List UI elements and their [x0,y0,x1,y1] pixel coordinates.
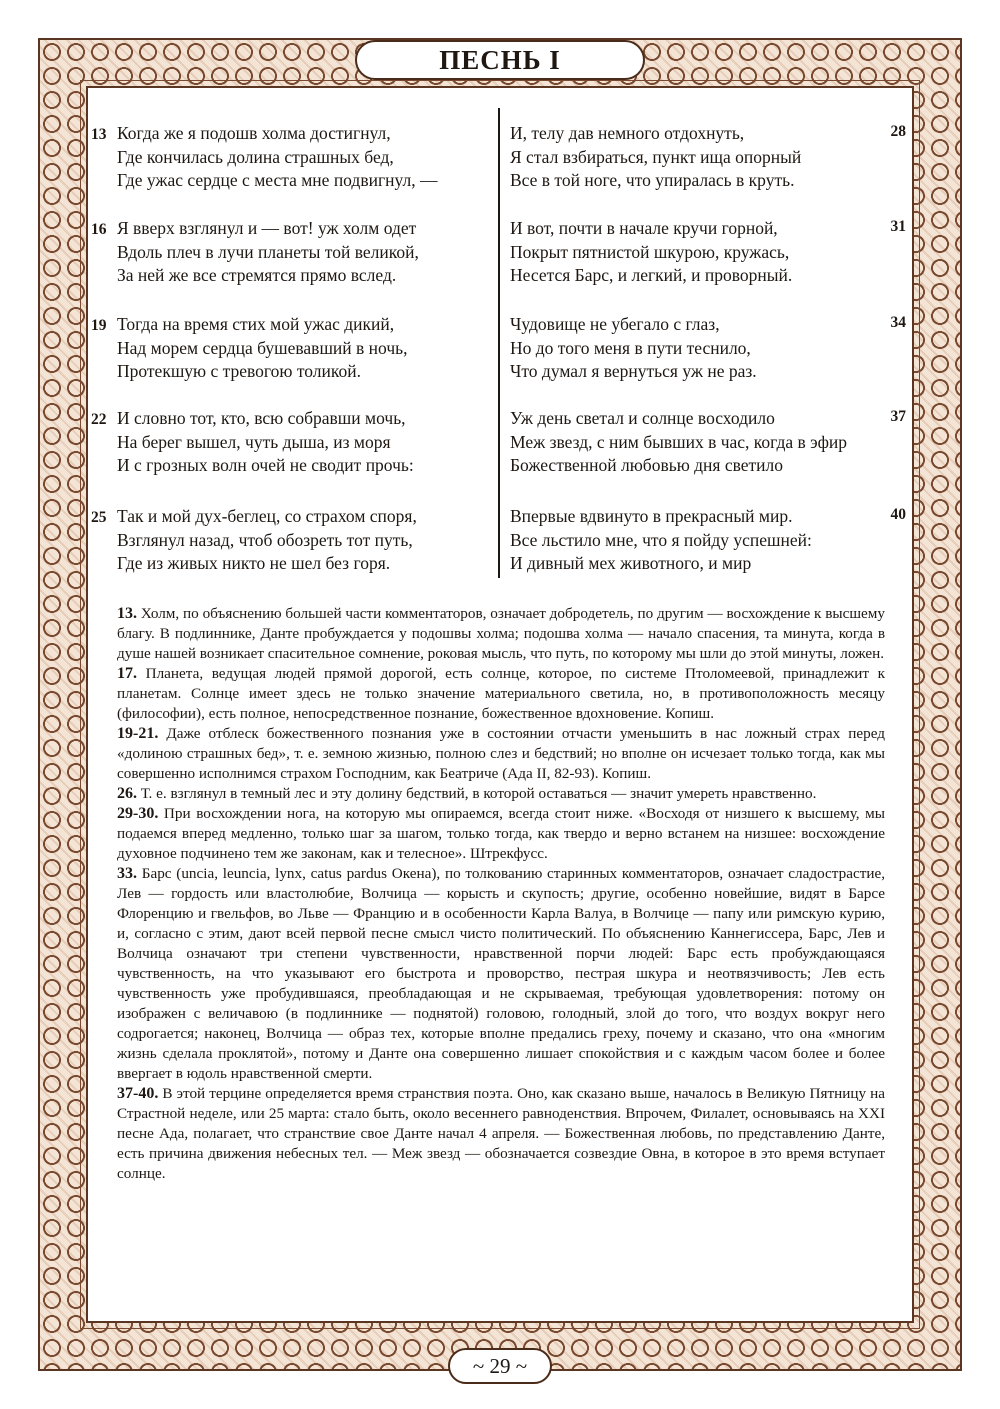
verse-line: И дивный мех животного, и мир [510,553,752,574]
stanza-left-1 [91,122,438,193]
note-ref: 29-30. [117,805,159,822]
verse-line: Уж день светал и солнце восходило [510,408,775,428]
verse-line: И вот, почти в начале кручи горной, [510,218,778,238]
note-ref: 26. [117,785,137,802]
note-item [117,664,885,724]
verse-line: Я стал взбираться, пункт ища опорный [510,146,802,167]
commentary-notes [117,604,885,1184]
verse-line: Взглянул назад, чтоб обозреть тот путь, [117,529,413,550]
verse-line: Но до того меня в пути теснило, [510,337,751,358]
note-text: При восхождении нога, на которую мы опираемся, всегда стоит ниже. «Восходя от низшего к высшему, мы подаемся вперед медленно, только шаг за шагом, только тогда, как твердо и верно встанем на низшее: восхождение духовное подчинено тем же законам, как и телесное». Штрекфусс. [117,805,886,862]
note-ref: 37-40. [117,1085,159,1102]
verse-line: Когда же я подошв холма достигнул, [117,123,391,143]
verse-line: Несется Барс, и легкий, и проворный. [510,265,793,286]
note-item [117,604,885,664]
note-text: Холм, по объяснению большей части комментаторов, означает добродетель, по другим — восхождение к высшему благу. В подлиннике, Данте пробуждается у подошвы холма; подошва холма — начало спасения, та минута, когда в душе нашей возникает спасительное сомнение, роковая мысль, что путь, по которому мы шли до этой минуты, ложен. [117,605,886,662]
canto-title-plaque [355,40,645,80]
verse-line: Над морем сердца бушевавший в ночь, [117,337,408,358]
note-text: Даже отблеск божественного познания уже в состоянии отчасти уменьшить в нас ложный страх перед «долиною страшных бед», т. е. земною жизнью, полною слез и бедствий; но вполне он исчезает только тогда, как мы совершенно исполнимся страхом Господним, как Беатриче (Ада II, 82-93). Копиш. [117,725,885,782]
stanza-left-5 [91,505,417,576]
verse-number: 16 [91,221,107,238]
note-item [117,784,885,804]
note-item [117,1084,885,1184]
verse-line: Где кончилась долина страшных бед, [117,146,394,167]
note-ref: 13. [117,605,137,622]
note-item [117,724,885,784]
canto-title: ПЕСНЬ I [439,44,561,75]
verse-number: 28 [890,123,906,140]
verse-line: Все в той ноге, что упиралась в круть. [510,170,795,191]
verse-line: И, телу дав немного отдохнуть, [510,123,745,143]
verse-line: Что думал я вернуться уж не раз. [510,361,757,382]
note-text: В этой терцине определяется время странствия поэта. Оно, как сказано выше, началось в Великую Пятницу на Страстной неделе, или 25 марта: стало быть, около весеннего равноденствия. Впрочем, Филалет, основываясь на XXI песне Ада, полагает, что странствие свое Данте начал 4 апреля. — Божественная любовь, по представлению Данте, есть причина движения небесных тел. — Меж звезд — обозначается созвездие Овна, в которое в это время вступает солнце. [117,1085,885,1182]
verse-line: Божественной любовью дня светило [510,455,784,476]
page-number-plaque [448,1348,552,1384]
page-number: ~ 29 ~ [472,1353,528,1378]
verse-line: Чудовище не убегало с глаз, [510,314,720,334]
verse-line: Тогда на время стих мой ужас дикий, [117,314,395,334]
verse-number: 13 [91,126,107,143]
verse-line: На берег вышел, чуть дыша, из моря [117,431,391,452]
verse-line: За ней же все стремятся прямо вслед. [117,265,397,286]
stanza-right-2 [510,217,906,288]
verse-number: 22 [91,411,107,428]
verse-number: 19 [91,317,107,334]
stanza-right-3 [510,313,906,384]
verse-line: И с грозных волн очей не сводит прочь: [117,455,414,476]
verse-number: 34 [890,314,906,331]
verse-line: Все льстило мне, что я пойду успешней: [510,529,812,550]
stanza-left-4 [91,407,414,478]
column-divider [498,108,500,578]
stanza-left-2 [91,217,419,288]
verse-line: Где из живых никто не шел без горя. [117,553,391,574]
stanza-left-3 [91,313,408,384]
note-item [117,864,885,1084]
verse-line: Я вверх взглянул и — вот! уж холм одет [117,218,417,238]
stanza-right-4 [510,407,906,478]
stanza-right-5 [510,505,906,576]
note-text: Барс (uncia, leuncia, lynx, catus pardus Окена), по толкованию старинных комментаторов, означает сладострастие, Лев — гордость или властолюбие, Волчица — корысть и скупость; другие, особенно новейшие, видят в Барсе Флоренцию и гвельфов, во Льве — Францию и в особенности Карла Валуа, в Волчице — папу или римскую курию, и, согласно с этим, дают всей первой песне смысл чисто политический. По объяснению Каннегиссера, Барс, Лев и Волчица означают три степени чувственности, нравственной порчи людей: Барс есть пробуждающаяся чувственность, на что указывают его быстрота и проворство, пестрая шкура и неотвязчивость; Лев есть чувственность уже пробудившаяся, преобладающая и не скрываемая, требующая удовлетворения: потому он изображен с величавою (в подлиннике — поднятой) головою, голодный, злой до того, что воздух вокруг него содрогается; наконец, Волчица — образ тех, которые вполне предались греху, почему и сказано, что она «многим жизнь сделала проклятой», потому и Данте она совершенно лишает спокойствия и с каждым часом более и более ввергает в юдоль нравственной смерти. [117,865,885,1082]
note-ref: 33. [117,865,137,882]
verse-line: Так и мой дух-беглец, со страхом споря, [117,506,417,526]
note-item [117,804,885,864]
verse-number: 37 [890,408,906,425]
verse-number: 25 [91,509,107,526]
verse-line: Где ужас сердце с места мне подвигнул, — [117,170,438,191]
note-ref: 17. [117,665,137,682]
verse-line: Вдоль плеч в лучи планеты той великой, [117,241,419,262]
note-text: Т. е. взглянул в темный лес и эту долину бедствий, в которой оставаться — значит умереть нравственно. [140,785,817,802]
note-text: Планета, ведущая людей прямой дорогой, есть солнце, которое, по системе Птоломеевой, принадлежит к планетам. Солнце имеет здесь не только значение материального светила, но, в противоположность месяцу (философии), есть полное, непосредственное познание, божественное вдохновение. Копиш. [117,665,886,722]
note-ref: 19-21. [117,725,159,742]
stanza-right-1 [510,122,906,193]
verse-number: 31 [890,218,906,235]
verse-line: Впервые вдвинуто в прекрасный мир. [510,506,793,526]
verse-line: И словно тот, кто, всю собравши мочь, [117,408,406,428]
verse-line: Покрыт пятнистой шкурою, кружась, [510,241,790,262]
verse-number: 40 [890,506,906,523]
verse-line: Протекшую с тревогою толикой. [117,361,361,382]
verse-line: Меж звезд, с ним бывших в час, когда в эфир [510,431,848,452]
